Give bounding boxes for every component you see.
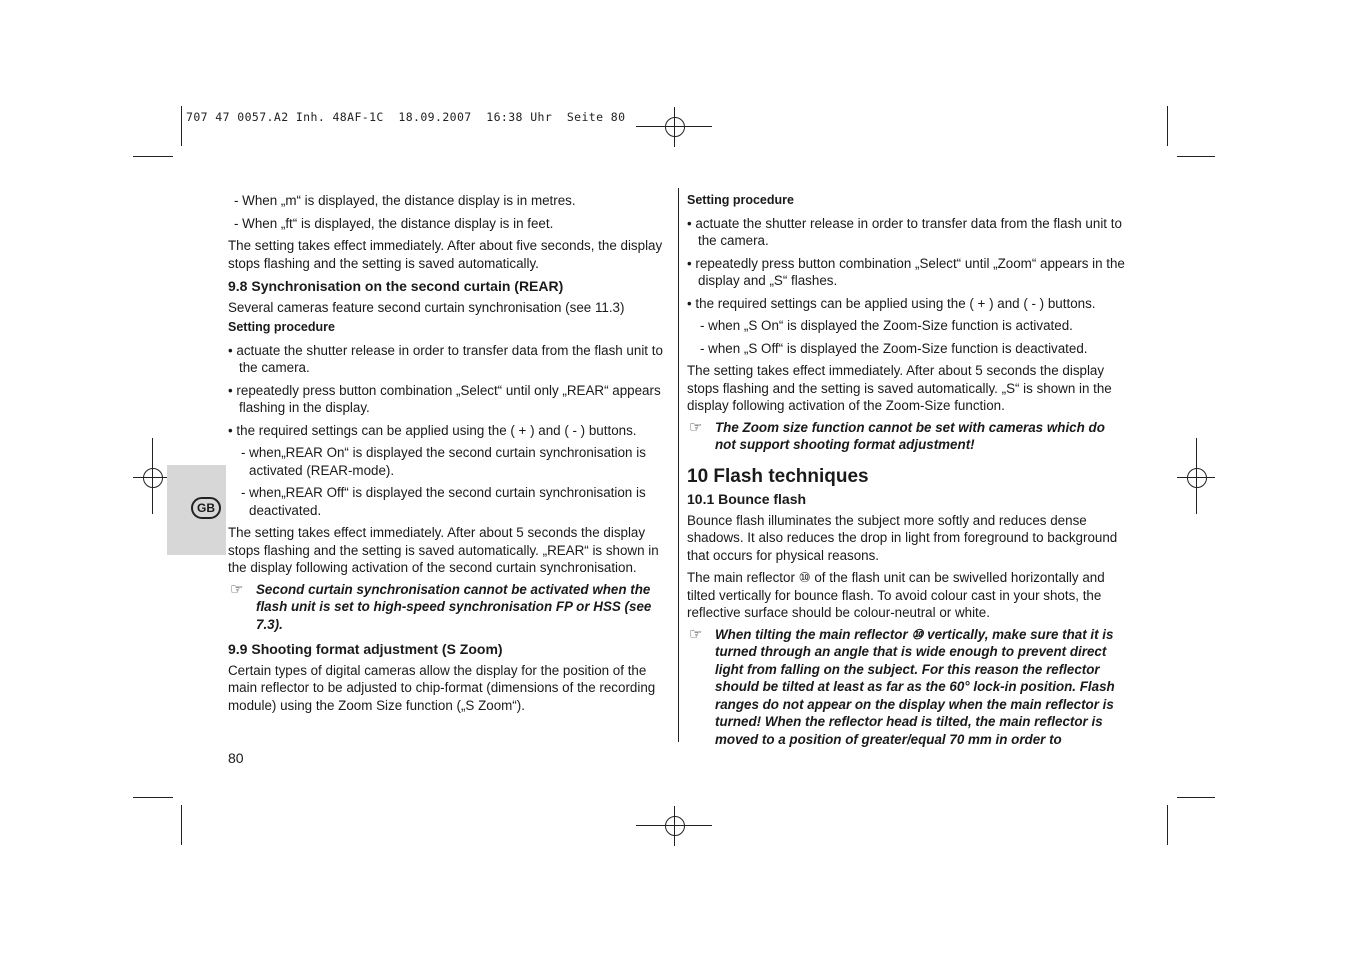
section-heading: 10.1 Bounce flash xyxy=(687,491,807,507)
paragraph: Certain types of digital cameras allow the display for the position of the main reflector to be adjusted to chip-format (dimensions of the recording module) using the Zoom Size function („S Zoom“). xyxy=(228,662,656,713)
dash-item: - when „S On“ is displayed the Zoom-Size function is activated. xyxy=(700,318,1073,333)
bullet-item: • the required settings can be applied using the ( + ) and ( - ) buttons. xyxy=(228,422,637,438)
bullet-item: • the required settings can be applied using the ( + ) and ( - ) buttons. xyxy=(687,295,1096,311)
pointing-hand-icon: ☞ xyxy=(230,580,244,598)
note-text: The Zoom size function cannot be set with cameras which do not support shooting format adjustment! xyxy=(715,419,1105,452)
note-text: When tilting the main reflector ⑩ vertically, make sure that it is turned through an angle that is wide enough to prevent direct light from falling on the subject. For this reason the reflector should be tilted at least as far as the 60° lock-in position. Flash ranges do not appear on the display when the main reflector is turned! When the reflector head is tilted, the main reflector is moved to a position of greater/equal 70 mm in order to xyxy=(715,626,1115,747)
left-column xyxy=(228,192,668,714)
crop-mark xyxy=(1167,805,1168,845)
paragraph: The main reflector ⑩ of the flash unit can be swivelled horizontally and tilted vertically for bounce flash. To avoid colour cast in your shots, the reflective surface should be colour-neutral or white. xyxy=(687,570,1105,620)
section-heading: 9.8 Synchronisation on the second curtain (REAR) xyxy=(228,278,564,294)
registration-circle xyxy=(143,468,163,488)
crop-mark xyxy=(181,805,182,845)
note-text: Second curtain synchronisation cannot be activated when the flash unit is set to high-speed synchronisation FP or HSS (see 7.3). xyxy=(256,581,652,632)
paragraph: Several cameras feature second curtain synchronisation (see 11.3) xyxy=(228,299,625,315)
bullet-item: • actuate the shutter release in order to transfer data from the flash unit to the camera. xyxy=(687,215,1122,248)
dash-item: - When „m“ is displayed, the distance display is in metres. xyxy=(234,193,576,208)
subheading: Setting procedure xyxy=(687,193,794,207)
pointing-hand-icon: ☞ xyxy=(689,625,703,643)
dash-item: - when„REAR On“ is displayed the second curtain synchronisation is activated (REAR-mode). xyxy=(241,445,646,478)
registration-circle xyxy=(665,816,685,836)
pointing-hand-icon: ☞ xyxy=(689,418,703,436)
print-header: 707 47 0057.A2 Inh. 48AF-1C 18.09.2007 16:38 Uhr Seite 80 xyxy=(186,110,626,124)
registration-circle xyxy=(665,117,685,137)
note xyxy=(687,626,1129,749)
subheading: Setting procedure xyxy=(228,320,335,334)
page-number: 80 xyxy=(228,750,244,766)
chapter-heading: 10 Flash techniques xyxy=(687,465,869,487)
crop-mark xyxy=(133,797,173,798)
note xyxy=(687,419,1129,454)
language-badge: GB xyxy=(191,497,221,519)
note xyxy=(228,581,668,634)
section-heading: 9.9 Shooting format adjustment (S Zoom) xyxy=(228,641,503,657)
bullet-item: • actuate the shutter release in order to transfer data from the flash unit to the camera. xyxy=(228,342,663,375)
dash-item: - when„REAR Off“ is displayed the second curtain synchronisation is deactivated. xyxy=(241,485,646,518)
language-tab xyxy=(167,465,226,555)
crop-mark xyxy=(133,156,173,157)
crop-mark xyxy=(181,106,182,146)
crop-mark xyxy=(1177,156,1215,157)
dash-item: - when „S Off“ is displayed the Zoom-Size function is deactivated. xyxy=(700,340,1088,356)
crop-mark xyxy=(1177,797,1215,798)
crop-mark xyxy=(1167,106,1168,146)
paragraph: The setting takes effect immediately. After about 5 seconds the display stops flashing and the setting is saved automatically. „S“ is shown in the display following activation of the Zoom-Size function. xyxy=(687,363,1112,413)
right-column xyxy=(687,192,1129,756)
bullet-item: • repeatedly press button combination „Select“ until „Zoom“ appears in the display and „S“ flashes. xyxy=(687,255,1125,288)
column-divider xyxy=(678,188,679,742)
registration-circle xyxy=(1187,468,1207,488)
paragraph: The setting takes effect immediately. After about five seconds, the display stops flashing and the setting is saved automatically. xyxy=(228,238,663,271)
paragraph: The setting takes effect immediately. After about 5 seconds the display stops flashing and the setting is saved automatically. „REAR“ is shown in the display following activation of the second curtain synchronisation. xyxy=(228,525,659,575)
bullet-item: • repeatedly press button combination „Select“ until only „REAR“ appears flashing in the display. xyxy=(228,382,661,415)
dash-item: - When „ft“ is displayed, the distance display is in feet. xyxy=(234,215,554,231)
paragraph: Bounce flash illuminates the subject more softly and reduces dense shadows. It also reduces the drop in light from foreground to background that occurs for physical reasons. xyxy=(687,512,1118,563)
